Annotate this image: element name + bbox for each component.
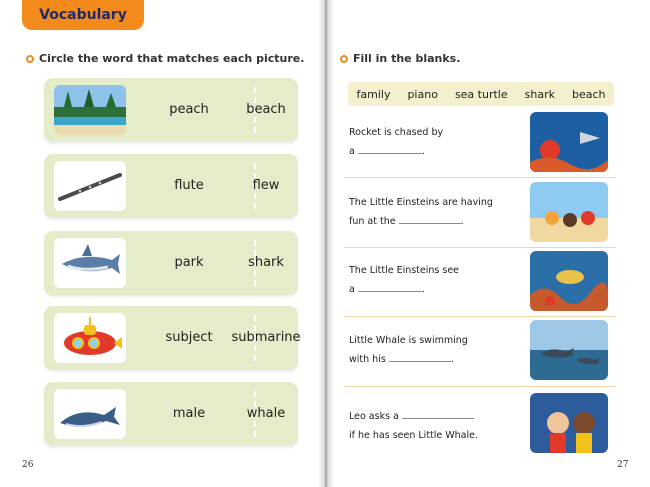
section-tab: Vocabulary [22,0,144,30]
fill-blank-sentence [349,193,524,231]
word-bank-item: beach [571,87,606,101]
section-separator [344,247,616,248]
answer-blank[interactable] [358,282,422,292]
sentence-text: . [421,284,425,295]
section-separator [344,386,616,387]
answer-blank[interactable] [389,352,451,362]
right-instruction-text: Fill in the blanks. [353,52,461,65]
sentence-line [349,350,524,369]
word-bank-item: sea turtle [454,87,508,101]
word-option[interactable]: flute [174,178,204,193]
word-option[interactable]: whale [246,406,286,421]
word-option[interactable]: park [174,255,204,270]
beach-scene-icon [530,182,608,242]
vocab-row [44,78,298,142]
flute-icon [54,161,126,211]
page-number-left: 26 [22,460,34,470]
word-option[interactable]: subject [165,330,213,345]
word-option[interactable]: shark [248,255,284,270]
sentence-text: Leo asks a [349,411,399,422]
word-option[interactable]: peach [169,102,209,117]
beach-photo-icon [54,85,126,135]
vocab-row [44,154,298,218]
word-bank-item: shark [524,87,555,101]
sea-photo-icon [530,112,608,172]
whales-photo-icon [530,320,608,380]
sentence-line: Rocket is chased by [349,127,444,138]
fill-blank-sentence [349,407,524,445]
sentence-line [349,142,524,161]
sentence-line: The Little Einsteins are having [349,197,493,208]
sentence-line: if he has seen Little Whale. [349,430,479,441]
sentence-line [349,407,524,426]
vocab-row [44,231,298,295]
fill-blank-sentence [349,123,524,161]
fill-blank-sentence [349,331,524,369]
page-number-right: 27 [617,460,629,470]
whale-icon [54,389,126,439]
shark-icon [54,238,126,288]
bullet-icon [26,55,34,63]
fill-blank-sentence [349,261,524,299]
word-bank-item: family [356,87,391,101]
right-instruction [340,52,460,65]
characters-photo-icon [530,393,608,453]
section-separator [344,177,616,178]
sentence-text: . [421,146,425,157]
sentence-text: . [450,354,454,365]
sentence-text: with his [349,354,386,365]
vocab-row [44,382,298,446]
sentence-text: . [460,216,464,227]
word-option[interactable]: submarine [231,330,301,345]
answer-blank[interactable] [402,409,474,419]
word-option[interactable]: flew [252,178,280,193]
sentence-text: a [349,284,355,295]
word-option[interactable]: beach [246,102,286,117]
answer-blank[interactable] [399,214,461,224]
word-bank [348,82,614,106]
left-instruction-text: Circle the word that matches each picture. [39,52,305,65]
sentence-line: Little Whale is swimming [349,335,468,346]
sentence-line [349,280,524,299]
bullet-icon [340,55,348,63]
vocab-row [44,306,301,370]
reef-photo-icon [530,251,608,311]
sentence-line: The Little Einsteins see [349,265,460,276]
submarine-icon [54,313,126,363]
sentence-text: a [349,146,355,157]
word-option[interactable]: male [172,406,206,421]
sentence-line [349,212,524,231]
left-instruction [26,52,304,65]
sentence-text: fun at the [349,216,396,227]
section-separator [344,316,616,317]
answer-blank[interactable] [358,144,422,154]
word-bank-item: piano [407,87,438,101]
